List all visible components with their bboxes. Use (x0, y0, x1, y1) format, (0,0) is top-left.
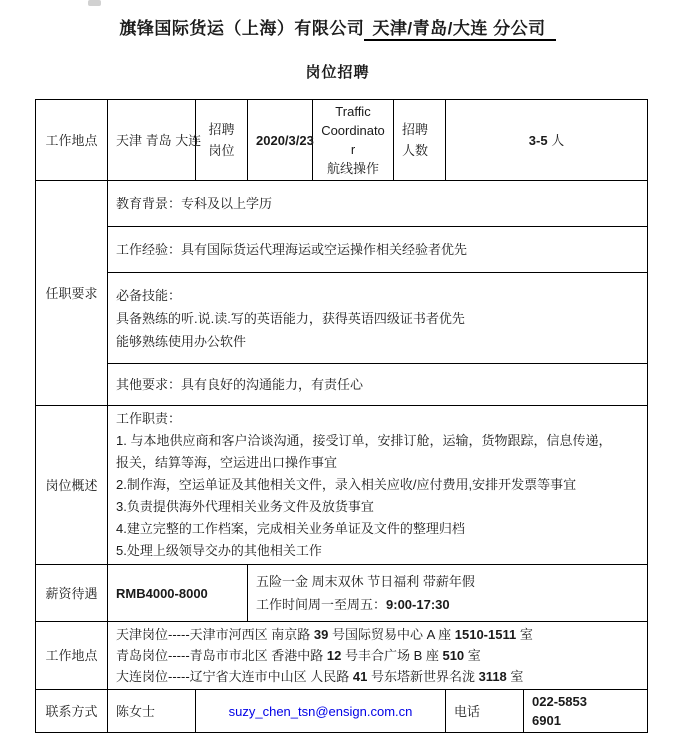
headcount-value: 3-5 人 (446, 100, 648, 181)
salary-label: 薪资待遇 (36, 565, 108, 622)
experience-row (36, 227, 648, 273)
benefits-line2: 工作时间周一至周五：9:00-17:30 (256, 597, 450, 612)
phone-label: 电话 (446, 690, 524, 733)
position-title-cell (313, 100, 394, 181)
page-title (0, 14, 675, 39)
duty-line: 4.建立完整的工作档案，完成相关业务单证及文件的整理归档 (116, 521, 465, 536)
address-dalian: 大连岗位-----辽宁省大连市中山区 人民路 41 号东塔新世界名泷 3118 室 (116, 669, 524, 684)
benefits-line1: 五险一金 周末双休 节日福利 带薪年假 (256, 574, 475, 589)
phone-value (524, 690, 648, 733)
duty-line: 报关，结算等海，空运进出口操作事宜 (116, 455, 338, 470)
salary-row (36, 565, 648, 622)
work-location-value: 天津 青岛 大连 (108, 100, 196, 181)
document-header (0, 0, 675, 82)
overview-label: 岗位概述 (36, 406, 108, 565)
salary-range: RMB4000-8000 (108, 565, 248, 622)
email-cell (196, 690, 446, 733)
skills-row (36, 273, 648, 364)
locations-label: 工作地点 (36, 622, 108, 690)
branch-name: 天津/青岛/大连 分公司 (364, 19, 555, 41)
work-location-label: 工作地点 (36, 100, 108, 181)
education-cell: 教育背景：专科及以上学历 (108, 181, 648, 227)
position-cn: 航线操作 (326, 161, 379, 176)
skills-line: 具备熟练的听.说.读.写的英语能力，获得英语四级证书者优先 (116, 310, 465, 326)
company-name: 旗锋国际货运（上海）有限公司 (119, 19, 365, 38)
phone-line2: 6901 (532, 713, 561, 728)
address-qingdao: 青岛岗位-----青岛市市北区 香港中路 12 号丰合广场 B 座 510 室 (116, 648, 481, 663)
job-posting-table (35, 99, 648, 733)
duty-line: 3.负责提供海外代理相关业务文件及放货事宜 (116, 499, 374, 514)
skills-line: 必备技能： (116, 287, 182, 303)
headcount-label: 招聘人数 (394, 100, 446, 181)
position-en-line1: Traffic (335, 104, 371, 119)
other-requirements-row (36, 364, 648, 406)
info-row (36, 100, 648, 181)
requirements-label: 任职要求 (36, 181, 108, 406)
overview-row (36, 406, 648, 565)
position-label: 招聘岗位 (196, 100, 248, 181)
recruitment-title: 岗位招聘 (305, 64, 370, 81)
duty-line: 工作职责： (116, 411, 182, 426)
posting-date: 2020/3/23 (248, 100, 313, 181)
benefits-cell (248, 565, 648, 622)
phone-line1: 022-5853 (532, 694, 587, 709)
duties-cell (108, 406, 648, 565)
contact-label: 联系方式 (36, 690, 108, 733)
address-tianjin: 天津岗位-----天津市河西区 南京路 39 号国际贸易中心 A 座 1510-1511 室 (116, 627, 533, 642)
duty-line: 2.制作海，空运单证及其他相关文件，录入相关应收/应付费用,安排开发票等事宜 (116, 477, 577, 492)
skills-line: 能够熟练使用办公软件 (116, 333, 247, 349)
other-requirements-cell: 其他要求：具有良好的沟通能力，有责任心 (108, 364, 648, 406)
position-en-line2: Coordinator (321, 123, 385, 157)
contact-name: 陈女士 (108, 690, 196, 733)
duty-line: 1. 与本地供应商和客户洽谈沟通，接受订单，安排订舱，运输，货物跟踪，信息传递， (116, 433, 612, 448)
addresses-row (36, 622, 648, 690)
email-link[interactable]: suzy_chen_tsn@ensign.com.cn (228, 703, 413, 719)
addresses-cell (108, 622, 648, 690)
scan-artifact (88, 0, 101, 6)
contact-row (36, 690, 648, 733)
duty-line: 5.处理上级领导交办的其他相关工作 (116, 543, 322, 558)
experience-cell: 工作经验：具有国际货运代理海运或空运操作相关经验者优先 (108, 227, 648, 273)
skills-cell (108, 273, 648, 364)
education-row (36, 181, 648, 227)
